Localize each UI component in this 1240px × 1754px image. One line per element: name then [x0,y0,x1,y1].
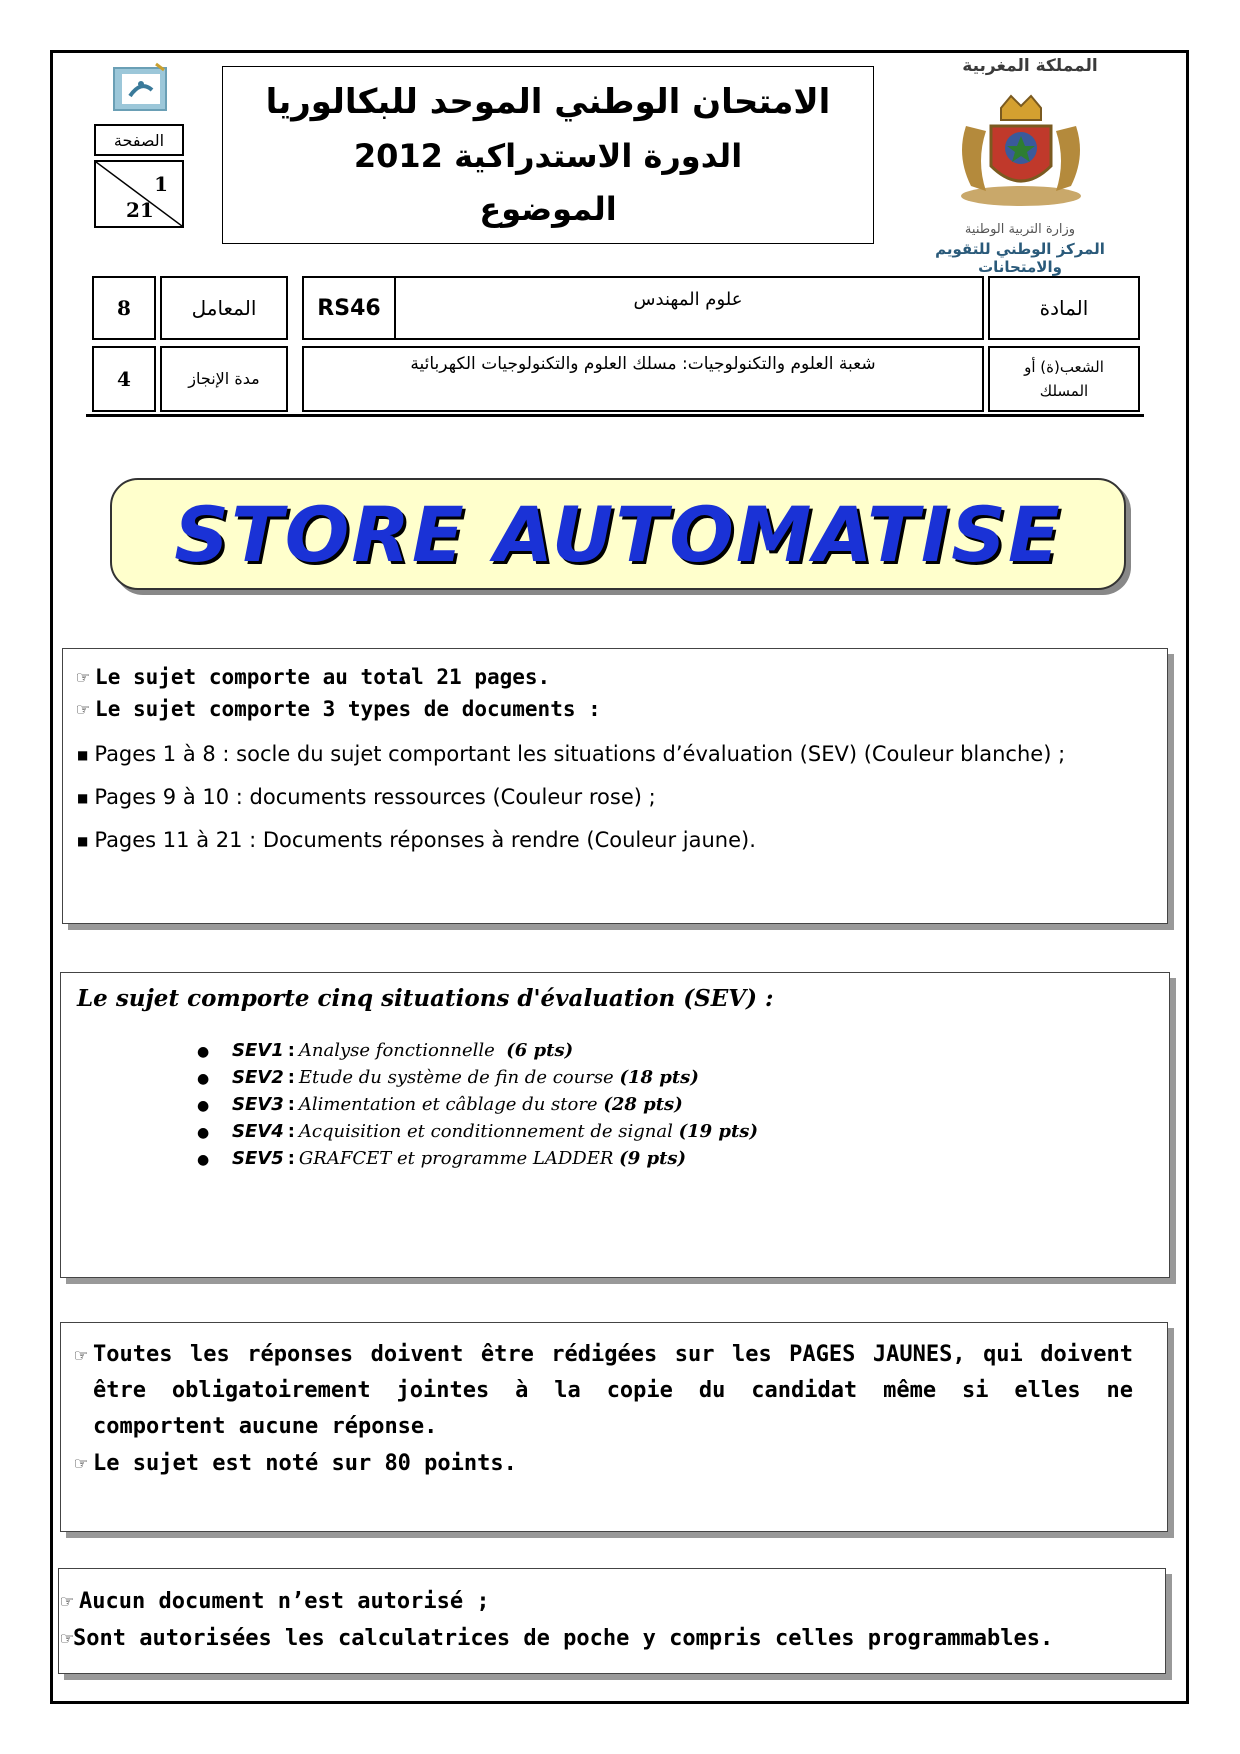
title-banner [110,478,1126,590]
pointing-hand-icon: ☞ [61,1626,74,1650]
branch-name: شعبة العلوم والتكنولوجيات: مسلك العلوم والتكنولوجيات الكهربائية [410,354,876,374]
banner-title: STORE AUTOMATISE [174,489,1062,579]
header-rule [86,414,1144,417]
list-item: ■ Pages 9 à 10 : documents ressources (Couleur rose) ; [77,785,656,809]
coat-of-arms-icon [946,86,1096,216]
page-current: 1 [154,172,168,196]
center-name: المركز الوطني للتقويم والامتحانات [935,240,1105,276]
answer-pages-instruction: ☞ Toutes les réponses doivent être rédigées sur les PAGES JAUNES, qui doivent être obligatoirement jointes à la copie du candidat même si elles ne comportent aucune réponse. [75,1337,1153,1445]
duration-value: 4 [117,367,131,391]
exam-title-box [222,66,874,244]
pointing-hand-icon: ☞ [75,1343,88,1367]
square-bullet-icon: ■ [77,748,89,762]
exam-title: الامتحان الوطني الموحد للبكالوريا [265,82,831,123]
subject-label-cell [988,276,1140,340]
documents-info-box [62,648,1168,924]
disc-bullet-icon: ● [197,1098,210,1114]
square-bullet-icon: ■ [77,791,89,805]
no-documents-line: ☞ Aucun document n’est autorisé ; [61,1589,490,1614]
subject-label: المادة [1039,296,1089,320]
allowed-materials-box [58,1568,1166,1674]
pointing-hand-icon: ☞ [75,1451,88,1475]
calculators-line: ☞Sont autorisées les calculatrices de poche y compris celles programmables. [61,1626,1054,1651]
disc-bullet-icon: ● [197,1152,210,1168]
disc-bullet-icon: ● [197,1044,210,1060]
coefficient-value-cell [92,276,156,340]
coefficient-label: المعامل [191,296,257,320]
duration-label-cell [160,346,288,412]
list-item: ● SEV5 : GRAFCET et programme LADDER (9 pts) [197,1146,1153,1173]
pointing-hand-icon: ☞ [61,1589,74,1613]
coefficient-value: 8 [117,296,131,320]
list-item: ● SEV3 : Alimentation et câblage du store (28 pts) [197,1092,1153,1119]
total-points-line: ☞ Le sujet est noté sur 80 points. [75,1451,517,1476]
page-label: الصفحة [94,124,184,156]
coefficient-label-cell [160,276,288,340]
pointing-hand-icon: ☞ [77,697,90,721]
list-item: ■ Pages 1 à 8 : socle du sujet comportant les situations d’évaluation (SEV) (Couleur blanche) ; [77,742,1066,766]
exam-subject-label: الموضوع [479,189,617,228]
ministry-name: وزارة التربية الوطنية [964,222,1076,237]
exam-session: الدورة الاستدراكية 2012 [353,136,743,175]
duration-value-cell [92,346,156,412]
pointing-hand-icon: ☞ [77,665,90,689]
list-item: ● SEV1 : Analyse fonctionnelle (6 pts) [197,1038,1153,1065]
document-types-line: ☞ Le sujet comporte 3 types de documents : [77,697,601,721]
sev-list [197,1038,1153,1173]
disc-bullet-icon: ● [197,1125,210,1141]
list-item: ■ Pages 11 à 21 : Documents réponses à rendre (Couleur jaune). [77,828,756,852]
subject-code: RS46 [304,278,396,338]
kingdom-name: المملكة المغربية [962,56,1098,76]
duration-label: مدة الإنجاز [188,369,260,388]
page-number-box [94,160,184,228]
square-bullet-icon: ■ [77,834,89,848]
answers-instructions-box [60,1322,1168,1532]
disc-bullet-icon: ● [197,1071,210,1087]
list-item: ● SEV4 : Acquisition et conditionnement de signal (19 pts) [197,1119,1153,1146]
subject-name: علوم المهندس [633,288,743,310]
branch-label-cell [988,346,1140,412]
branch-cell [302,346,984,412]
subject-cell [302,276,984,340]
center-logo-icon [112,60,172,112]
branch-label: الشعب(ة) أو المسلك [1024,358,1104,400]
page-total: 21 [126,198,154,222]
sev-title: Le sujet comporte cinq situations d'évaluation (SEV) : [77,985,774,1012]
total-pages-line: ☞ Le sujet comporte au total 21 pages. [77,665,551,689]
list-item: ● SEV2 : Etude du système de fin de course (18 pts) [197,1065,1153,1092]
sev-box [60,972,1170,1278]
